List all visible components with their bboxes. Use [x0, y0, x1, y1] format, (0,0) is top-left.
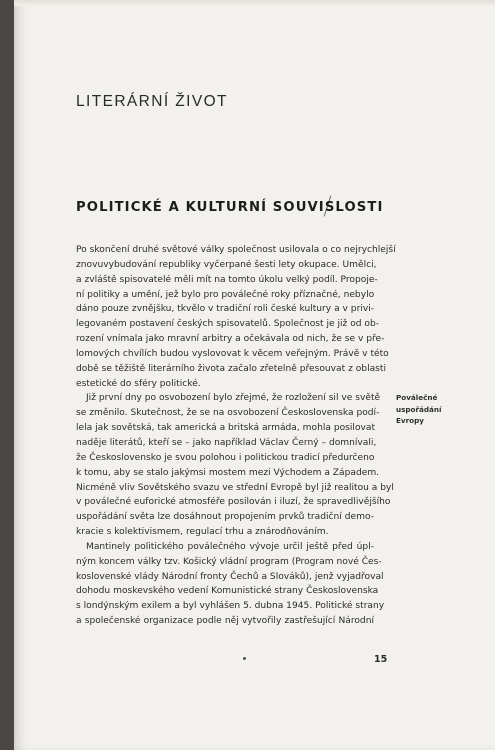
text-line: Mantinely politického poválečného vývoje určil ještě před úpl-	[86, 541, 374, 552]
text-line: a zvláště spisovatelé měli mít na tomto úkolu velký podíl. Propoje-	[76, 274, 378, 285]
text-line: kracie s kolektivismem, regulací trhu a znárodňováním.	[76, 527, 329, 538]
margin-note-line: Evropy	[396, 416, 424, 425]
section-title: LITERÁRNÍ ŽIVOT	[76, 93, 228, 110]
paragraph-3	[76, 540, 385, 629]
text-line: v poválečné euforické atmosféře posilován i iluzí, že spravedlivějšího	[76, 497, 391, 508]
text-line: znovuvybudování republiky vyčerpané šesti lety okupace. Umělci,	[76, 259, 377, 270]
text-line: ným koncem války tzv. Košický vládní program (Program nové Čes-	[76, 556, 382, 567]
text-line: lomových chvílích budou vyslovovat k věcem veřejným. Právě v této	[76, 348, 389, 359]
text-line: že Československo je svou polohou i politickou tradicí předurčeno	[76, 452, 375, 463]
text-line: dohodu moskevského vedení Komunistické strany Československa	[76, 586, 379, 597]
text-line: době se těžiště literárního života začalo zřetelně přesouvat z oblasti	[76, 363, 387, 374]
text-line: koslovenské vlády Národní fronty Čechů a Slováků), jenž vyjadřoval	[76, 571, 384, 582]
paragraph-1	[76, 243, 396, 391]
book-page	[14, 0, 495, 750]
chapter-title: POLITICKÉ A KULTURNÍ SOUVISLOSTI	[76, 200, 384, 215]
text-line: lela jak sovětská, tak americká a britská armáda, mohla posilovat	[76, 423, 376, 434]
text-line: dáno pouze zvnějšku, tkvělo v tradiční roli české kultury a v privi-	[76, 304, 375, 315]
text-line: se změnilo. Skutečnost, že se na osvobození Československa podí-	[76, 408, 380, 419]
page-number: 15	[374, 654, 388, 665]
margin-note	[396, 392, 456, 427]
ink-dot	[243, 657, 246, 660]
margin-note-line: Poválečné	[396, 393, 438, 402]
text-line: Již první dny po osvobození bylo zřejmé, že rozložení sil ve světě	[86, 393, 381, 404]
text-line: naděje literátů, kteří se – jako například Václav Černý – domnívali,	[76, 437, 377, 448]
text-line: a společenské organizace podle něj vytvořily zastřešující Národní	[76, 616, 374, 627]
text-line: ní politiky a umění, jež bylo pro poválečné roky příznačné, nebylo	[76, 289, 375, 300]
text-line: legovaném postavení českých spisovatelů. Společnost je již od ob-	[76, 319, 380, 330]
text-line: Nicméně vliv Sovětského svazu ve střední Evropě byl již realitou a byl	[76, 482, 394, 493]
body-text	[76, 243, 396, 629]
page-edge	[14, 0, 495, 6]
paragraph-2	[76, 391, 394, 539]
text-line: rození vnímala jako mravní arbitry a očekávala od nich, že se v pře-	[76, 334, 385, 345]
text-line: Po skončení druhé světové války společnost usilovala o co nejrychlejší	[76, 245, 396, 255]
text-line: estetické do sféry politické.	[76, 378, 201, 389]
text-line: s londýnským exilem a byl vyhlášen 5. dubna 1945. Politické strany	[76, 601, 385, 612]
text-line: k tomu, aby se stalo jakýmsi mostem mezi Východem a Západem.	[76, 467, 380, 478]
margin-note-line: uspořádání	[396, 404, 442, 414]
text-line: uspořádání světa lze dosáhnout propojením prvků tradiční demo-	[76, 512, 374, 523]
